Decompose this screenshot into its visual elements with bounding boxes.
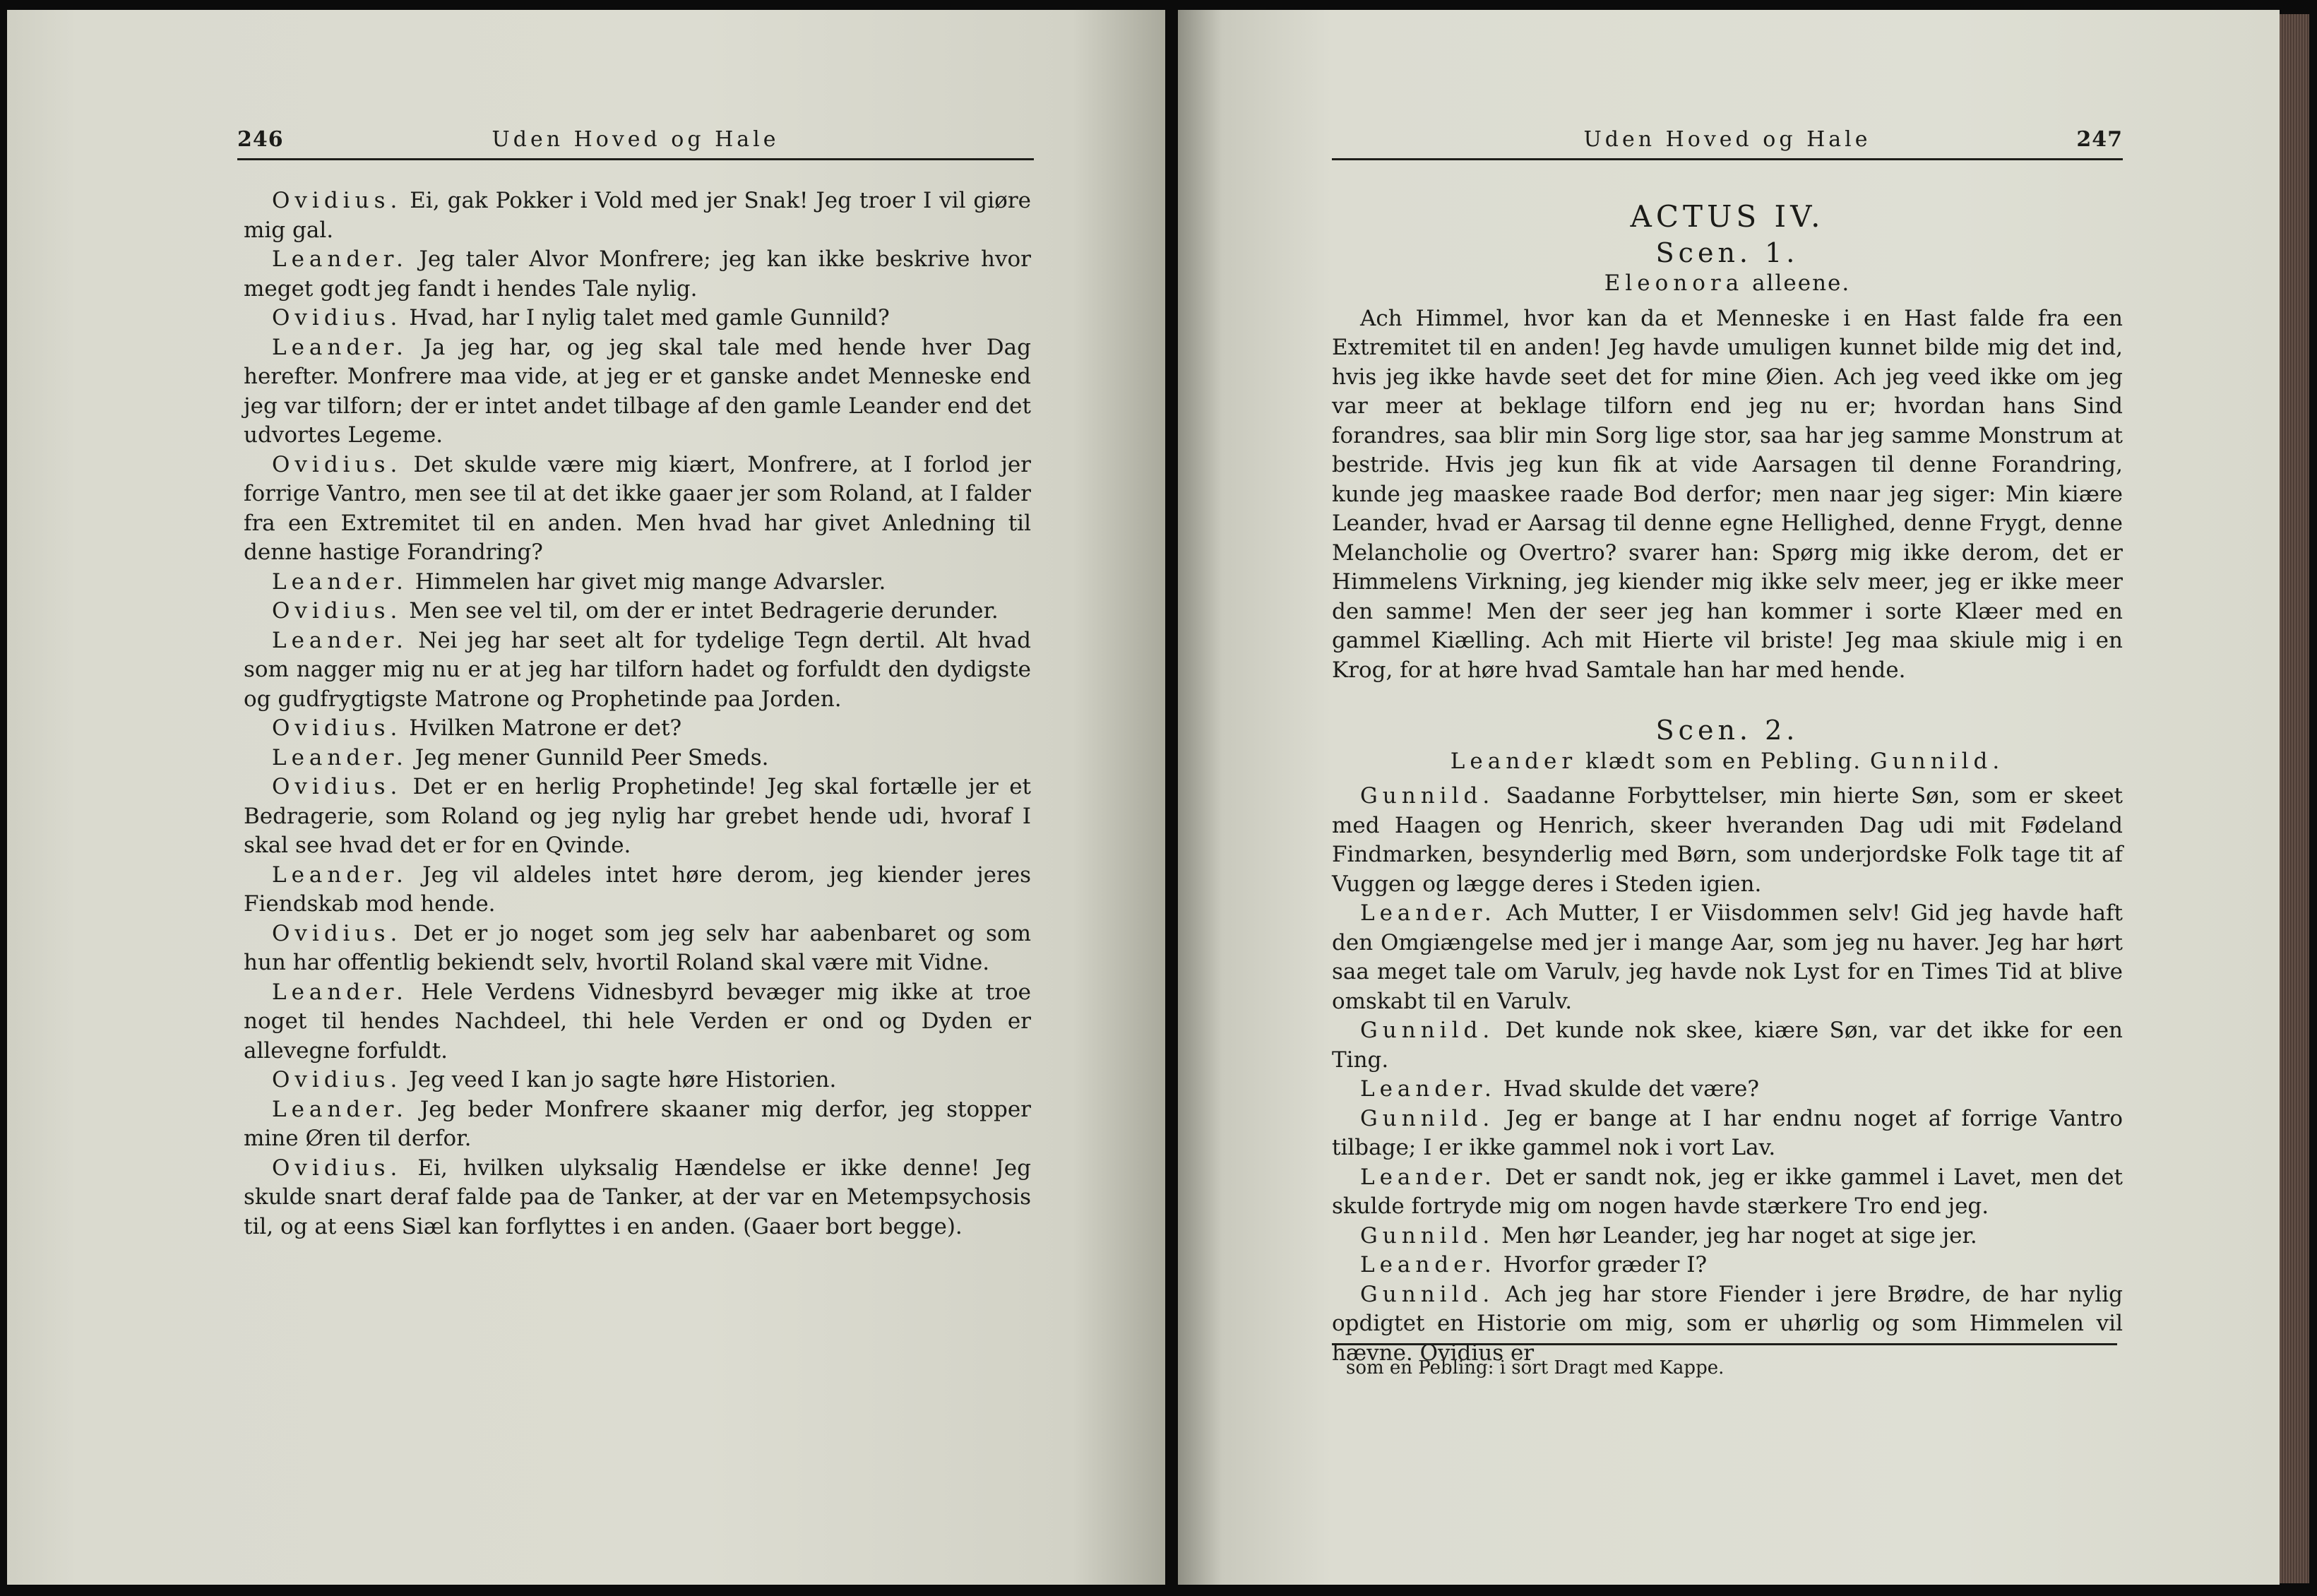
speech-text: Hvad skulde det være?	[1503, 1076, 1759, 1102]
speaker-name: Gunnild.	[1360, 1018, 1495, 1043]
dialogue-paragraph	[244, 861, 1031, 919]
speech-text: Ach Mutter, I er Viisdommen selv! Gid jeg havde haft den Omgiængelse med jer i mange Aar, som jeg nu haver. Jeg har hørt saa meget tale om Varulv, jeg havde nok Lyst for en Times Tid at blive omskabt til en Varulv.	[1332, 900, 2123, 1014]
footnote: som en Pebling: i sort Dragt med Kappe.	[1346, 1357, 1725, 1378]
speaker-name: Leander.	[272, 568, 408, 595]
right-book-page	[1178, 10, 2280, 1585]
scene-cast	[1332, 747, 2123, 777]
speaker-name: Gunnild.	[1360, 1281, 1495, 1307]
left-page-text	[244, 186, 1031, 1241]
dialogue-paragraph	[244, 304, 1031, 333]
speech-text: Jeg mener Gunnild Peer Smeds.	[415, 744, 769, 770]
dialogue-paragraph	[244, 333, 1031, 451]
speaker-name: Gunnild.	[1360, 1222, 1495, 1249]
speech-text: Jeg taler Alvor Monfrere; jeg kan ikke beskrive hvor meget godt jeg fandt i hendes Tale nylig.	[244, 246, 1031, 302]
running-title: Uden Hoved og Hale	[1583, 127, 1871, 152]
speaker-name: Leander.	[1360, 1252, 1496, 1278]
speech-text: Jeg veed I kan jo sagte høre Historien.	[409, 1067, 837, 1092]
cast-name: Leander	[1450, 748, 1578, 774]
speaker-name: Ovidius.	[272, 305, 403, 330]
speech-text: Det kunde nok skee, kiære Søn, var det ikke for een Ting.	[1332, 1018, 2124, 1073]
speaker-name: Leander.	[272, 862, 408, 888]
speech-text: Ach jeg har store Fiender i jere Brødre, de har nylig opdigtet en Historie om mig, som er uhørlig og som Himmelen vil hævne. Ovidius er	[1332, 1281, 2124, 1366]
dialogue-paragraph	[244, 186, 1031, 245]
dialogue-paragraph	[244, 744, 1031, 773]
cast-name: Eleonora	[1604, 270, 1744, 296]
speech-text: Det er sandt nok, jeg er ikke gammel i Lavet, men det skulde fortryde mig om nogen havde stærkere Tro end jeg.	[1332, 1164, 2123, 1219]
speaker-name: Ovidius.	[272, 1155, 403, 1181]
scene-cast	[1332, 269, 2123, 299]
footnote-rule	[1332, 1343, 2117, 1345]
speaker-name: Ovidius.	[272, 774, 403, 799]
speaker-name: Gunnild.	[1360, 783, 1495, 809]
speaker-name: Leander.	[1360, 1076, 1496, 1102]
speech-text: Ja jeg har, og jeg skal tale med hende hver Dag herefter. Monfrere maa vide, at jeg er et ganske andet Menneske end jeg var tilforn; der er intet andet tilbage af den gamle Leander end det udvortes Legeme.	[244, 334, 1031, 448]
speaker-name: Leander.	[272, 744, 408, 770]
page-number: 246	[237, 127, 284, 152]
left-page-header	[237, 116, 1034, 160]
speech-text: Hvad, har I nylig talet med gamle Gunnild?	[409, 305, 890, 330]
dialogue-paragraph	[1332, 1104, 2123, 1163]
dialogue-paragraph	[244, 1154, 1031, 1242]
speaker-name: Ovidius.	[272, 188, 403, 213]
speaker-name: Leander.	[272, 627, 408, 653]
speaker-name: Ovidius.	[272, 920, 403, 946]
speaker-name: Ovidius.	[272, 715, 403, 741]
speech-text: Jeg beder Monfrere skaaner mig derfor, jeg stopper mine Øren til derfor.	[244, 1096, 1031, 1151]
speaker-name: Ovidius.	[272, 1067, 403, 1092]
act-title: ACTUS IV.	[1630, 199, 1825, 234]
dialogue-paragraph	[244, 626, 1031, 715]
dialogue-paragraph	[1332, 782, 2123, 899]
speech-text: Ach Himmel, hvor kan da et Menneske i en Hast falde fra een Extremitet til en anden! Jeg havde umuligen kunnet bilde mig det ind, hvis jeg ikke havde seet det for mine Øien. Ach jeg veed ikke om jeg var meer at beklage tilforn end jeg nu er; hvordan hans Sind forandres, saa blir min Sorg lige stor, saa har jeg samme Monstrum at bestride. Hvis jeg kun fik at vide Aarsagen til denne Forandring, kunde jeg maaskee raade Bod derfor; men naar jeg siger: Min kiære Leander, hvad er Aarsag til denne egne Hellighed, denne Frygt, denne Melancholie og Overtro? svarer han: Spørg mig ikke derom, det er Himmelens Virkning, jeg kiender mig ikke selv meer, jeg er ikke meer den samme! Men der seer jeg han kommer i sorte Klæer med en gammel Kiælling. Ach mit Hierte vil briste! Jeg maa skiule mig i en Krog, for at høre hvad Samtale han har med hende.	[1332, 305, 2123, 683]
dialogue-paragraph	[244, 978, 1031, 1066]
speech-text: Jeg er bange at I har endnu noget af forrige Vantro tilbage; I er ikke gammel nok i vort Lav.	[1332, 1105, 2123, 1160]
dialogue-paragraph	[1332, 304, 2123, 686]
speaker-name: Gunnild.	[1360, 1105, 1495, 1131]
page-number: 247	[2076, 127, 2123, 152]
scene-1-text	[1332, 304, 2123, 686]
scene-title: Scen. 2.	[1655, 715, 1799, 746]
dialogue-paragraph	[1332, 1251, 2123, 1280]
dialogue-paragraph	[244, 1095, 1031, 1154]
right-page-text	[1332, 199, 2124, 1368]
speaker-name: Leander.	[272, 979, 408, 1005]
speech-text: Det er jo noget som jeg selv har aabenbaret og som hun har offentlig bekiendt selv, hvortil Roland skal være mit Vidne.	[244, 920, 1031, 975]
dialogue-paragraph	[244, 568, 1031, 597]
dialogue-paragraph	[1332, 899, 2123, 1016]
speaker-name: Leander.	[1360, 1164, 1496, 1190]
dialogue-paragraph	[244, 597, 1031, 626]
speaker-name: Leander.	[272, 1096, 408, 1122]
speaker-name: Leander.	[272, 334, 408, 360]
dialogue-paragraph	[244, 919, 1031, 978]
dialogue-paragraph	[244, 714, 1031, 744]
speech-text: Det er en herlig Prophetinde! Jeg skal fortælle jer et Bedragerie, som Roland og jeg nylig har grebet hende udi, hvoraf I skal see hvad det er for en Qvinde.	[244, 774, 1031, 858]
running-title: Uden Hoved og Hale	[492, 127, 780, 152]
cast-note: alleene.	[1752, 270, 1851, 296]
speech-text: Hvilken Matrone er det?	[409, 715, 682, 741]
scene-2-text	[1332, 782, 2123, 1368]
speech-text: Det skulde være mig kiært, Monfrere, at I forlod jer forrige Vantro, men see til at det ikke gaaer jer som Roland, at I falder fra een Extremitet til en anden. Men hvad har givet Anledning til denne hastige Forandring?	[244, 451, 1031, 565]
speech-text: Ei, gak Pokker i Vold med jer Snak! Jeg troer I vil giøre mig gal.	[244, 188, 1031, 243]
speech-text: Jeg vil aldeles intet høre derom, jeg kiender jeres Fiendskab mod hende.	[244, 862, 1031, 917]
right-page-header	[1332, 116, 2123, 160]
speech-text: Men see vel til, om der er intet Bedragerie derunder.	[409, 598, 999, 624]
dialogue-paragraph	[244, 245, 1031, 304]
speaker-name: Ovidius.	[272, 598, 403, 624]
speech-text: Men hør Leander, jeg har noget at sige jer.	[1501, 1222, 1977, 1249]
speech-text: Nei jeg har seet alt for tydelige Tegn dertil. Alt hvad som nagger mig nu er at jeg har tilforn hadet og forfuldt den dydigste og gudfrygtigste Matrone og Prophetinde paa Jorden.	[244, 627, 1031, 712]
dialogue-paragraph	[244, 451, 1031, 568]
speaker-name: Leander.	[272, 246, 408, 272]
dialogue-paragraph	[244, 773, 1031, 861]
left-book-page	[7, 10, 1165, 1585]
speaker-name: Ovidius.	[272, 451, 403, 477]
speech-text: Hvorfor græder I?	[1503, 1252, 1708, 1278]
book-page-edges	[2280, 14, 2309, 1583]
cast-name: Gunnild.	[1870, 748, 2005, 774]
speaker-name: Leander.	[1360, 900, 1496, 926]
dialogue-paragraph	[1332, 1016, 2123, 1075]
dialogue-paragraph	[244, 1066, 1031, 1095]
cast-note: klædt som en Pebling.	[1585, 748, 1862, 774]
speech-text: Hele Verdens Vidnesbyrd bevæger mig ikke at troe noget til hendes Nachdeel, thi hele Verden er ond og Dyden er allevegne forfuldt.	[244, 979, 1031, 1064]
dialogue-paragraph	[1332, 1222, 2123, 1251]
dialogue-paragraph	[1332, 1075, 2123, 1104]
dialogue-paragraph	[1332, 1280, 2123, 1369]
speech-text: Himmelen har givet mig mange Advarsler.	[415, 568, 886, 595]
scene-title: Scen. 1.	[1655, 237, 1799, 268]
speech-text: Saadanne Forbyttelser, min hierte Søn, som er skeet med Haagen og Henrich, skeer hveranden Dag udi mit Fødeland Findmarken, besynderlig med Børn, som underjordske Folk tage tit af Vuggen og lægge deres i Steden igien.	[1332, 783, 2123, 897]
speech-text: Ei, hvilken ulyksalig Hændelse er ikke denne! Jeg skulde snart deraf falde paa de Tanker, at der var en Metempsychosis til, og at eens Siæl kan forflyttes i en anden. (Gaaer bort begge).	[244, 1155, 1031, 1239]
dialogue-paragraph	[1332, 1163, 2123, 1222]
